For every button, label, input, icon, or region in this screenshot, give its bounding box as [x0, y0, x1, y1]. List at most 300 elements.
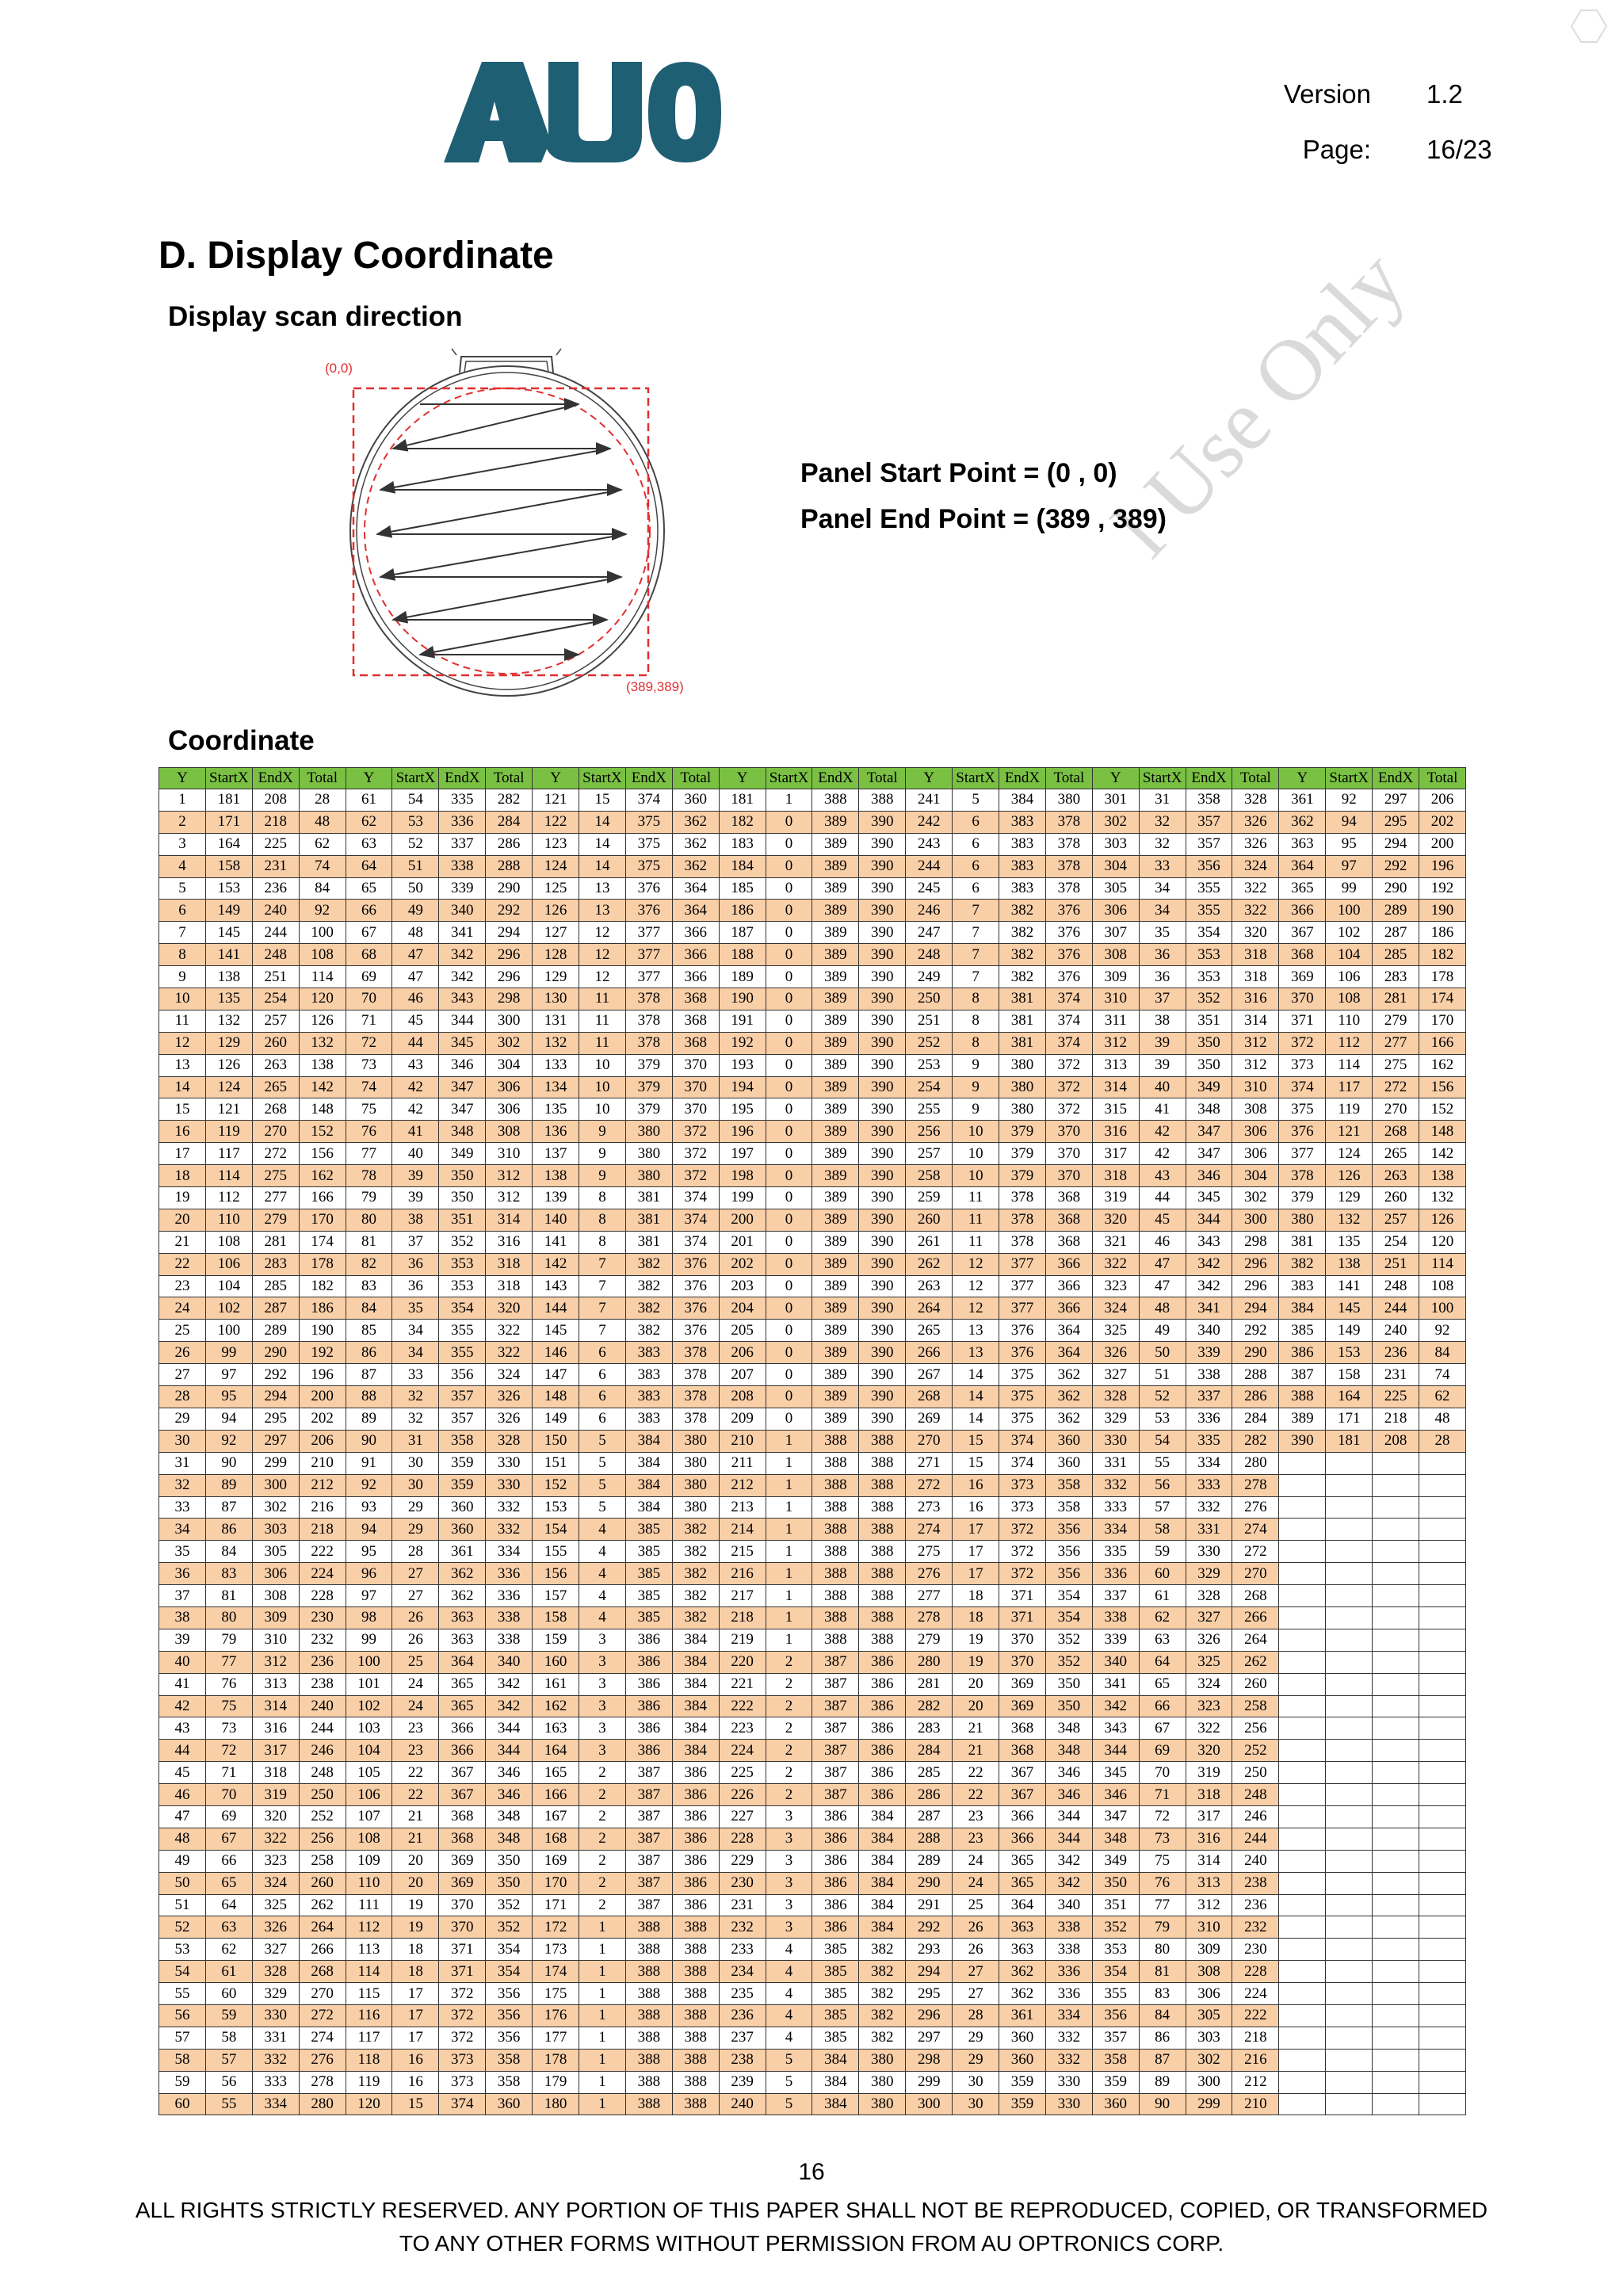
table-cell: 346 [1045, 1784, 1092, 1806]
table-cell: 297 [906, 2027, 953, 2049]
table-cell: 36 [1139, 944, 1186, 966]
table-cell: 281 [906, 1673, 953, 1695]
table-cell: 364 [1279, 855, 1326, 877]
table-cell: 326 [1092, 1342, 1139, 1364]
table-cell: 367 [1279, 922, 1326, 944]
table-cell: 60 [159, 2093, 206, 2115]
table-cell: 388 [859, 1519, 906, 1541]
table-cell: 124 [205, 1076, 252, 1098]
table-cell: 129 [1326, 1187, 1373, 1209]
table-cell [1326, 1629, 1373, 1651]
table-cell: 330 [1092, 1430, 1139, 1452]
table-cell: 356 [439, 1364, 486, 1386]
table-cell: 380 [625, 1143, 672, 1165]
table-cell: 120 [346, 2093, 392, 2115]
table-cell: 285 [906, 1762, 953, 1784]
table-cell: 313 [1186, 1872, 1232, 1894]
page-number: 16 [798, 2159, 825, 2185]
table-cell: 174 [299, 1231, 346, 1253]
table-cell: 380 [859, 2071, 906, 2093]
table-cell: 1 [766, 789, 812, 812]
table-cell: 338 [1186, 1364, 1232, 1386]
table-cell: 0 [766, 900, 812, 922]
table-cell: 342 [1092, 1695, 1139, 1717]
table-cell: 46 [1139, 1231, 1186, 1253]
table-cell: 1 [766, 1496, 812, 1519]
table-cell: 378 [999, 1187, 1046, 1209]
table-cell: 390 [859, 1165, 906, 1187]
table-cell: 280 [299, 2093, 346, 2115]
table-cell: 5 [579, 1474, 626, 1496]
table-cell [1373, 1474, 1419, 1496]
table-cell: 53 [1139, 1408, 1186, 1430]
table-cell: 330 [486, 1474, 533, 1496]
table-cell: 358 [1186, 789, 1232, 812]
table-cell: 330 [252, 2004, 299, 2027]
table-cell: 288 [906, 1828, 953, 1850]
table-cell: 388 [812, 1563, 859, 1585]
table-cell: 39 [392, 1165, 439, 1187]
table-cell: 23 [953, 1828, 999, 1850]
table-cell: 108 [1419, 1275, 1466, 1297]
table-cell: 354 [439, 1297, 486, 1320]
table-cell: 388 [812, 1496, 859, 1519]
table-cell: 103 [346, 1717, 392, 1740]
table-cell: 390 [1279, 1430, 1326, 1452]
table-cell [1419, 1894, 1466, 1916]
table-cell: 390 [859, 966, 906, 988]
table-cell: 306 [486, 1098, 533, 1121]
table-cell: 390 [859, 1342, 906, 1364]
table-cell: 30 [392, 1474, 439, 1496]
table-cell: 170 [1419, 1010, 1466, 1032]
table-cell: 390 [859, 1032, 906, 1054]
table-cell: 386 [625, 1673, 672, 1695]
table-cell: 15 [953, 1452, 999, 1474]
table-cell: 1 [766, 1474, 812, 1496]
table-cell: 80 [346, 1209, 392, 1231]
table-cell: 14 [579, 833, 626, 855]
table-cell: 44 [159, 1740, 206, 1762]
table-cell: 200 [719, 1209, 766, 1231]
table-cell: 108 [1326, 988, 1373, 1010]
column-header: EndX [812, 768, 859, 789]
table-cell [1373, 2093, 1419, 2115]
table-cell: 137 [533, 1143, 579, 1165]
table-cell: 389 [812, 1297, 859, 1320]
table-cell: 180 [533, 2093, 579, 2115]
table-cell: 138 [299, 1054, 346, 1076]
table-cell: 278 [1232, 1474, 1279, 1496]
table-row [159, 966, 1466, 988]
table-cell: 332 [486, 1519, 533, 1541]
table-cell: 354 [1045, 1585, 1092, 1607]
table-cell: 360 [439, 1496, 486, 1519]
table-cell: 352 [1045, 1651, 1092, 1673]
table-cell: 371 [439, 1939, 486, 1961]
table-cell: 84 [205, 1541, 252, 1563]
table-cell [1326, 2027, 1373, 2049]
table-cell: 12 [953, 1297, 999, 1320]
table-cell: 152 [1419, 1098, 1466, 1121]
table-cell: 386 [625, 1695, 672, 1717]
table-cell: 275 [1373, 1054, 1419, 1076]
table-cell: 306 [486, 1076, 533, 1098]
table-cell: 352 [1092, 1916, 1139, 1939]
table-cell: 347 [439, 1076, 486, 1098]
table-cell [1326, 1828, 1373, 1850]
table-cell: 318 [486, 1253, 533, 1275]
table-cell: 296 [486, 966, 533, 988]
table-cell: 386 [672, 1762, 719, 1784]
table-cell: 314 [1186, 1850, 1232, 1872]
table-cell: 386 [625, 1629, 672, 1651]
table-cell: 336 [1092, 1563, 1139, 1585]
table-cell: 41 [392, 1121, 439, 1143]
table-cell: 378 [999, 1209, 1046, 1231]
table-cell: 383 [999, 833, 1046, 855]
table-cell: 246 [906, 900, 953, 922]
table-cell: 0 [766, 1121, 812, 1143]
table-cell: 292 [486, 900, 533, 922]
table-cell: 327 [1092, 1364, 1139, 1386]
table-cell: 6 [579, 1386, 626, 1408]
table-cell: 251 [906, 1010, 953, 1032]
table-cell: 178 [299, 1253, 346, 1275]
table-cell: 328 [252, 1961, 299, 1983]
table-cell: 104 [205, 1275, 252, 1297]
table-cell: 120 [299, 988, 346, 1010]
table-cell: 231 [252, 855, 299, 877]
table-cell: 376 [1045, 944, 1092, 966]
table-cell: 143 [533, 1275, 579, 1297]
table-cell: 337 [1092, 1585, 1139, 1607]
table-cell: 256 [299, 1828, 346, 1850]
table-cell [1279, 2027, 1326, 2049]
table-cell: 136 [533, 1121, 579, 1143]
table-cell: 42 [1139, 1143, 1186, 1165]
table-cell: 30 [392, 1452, 439, 1474]
table-cell: 32 [1139, 833, 1186, 855]
table-row [159, 1386, 1466, 1408]
table-cell: 345 [1092, 1762, 1139, 1784]
table-cell: 344 [486, 1740, 533, 1762]
table-cell: 385 [1279, 1320, 1326, 1342]
table-cell: 388 [812, 1606, 859, 1629]
table-cell: 373 [999, 1474, 1046, 1496]
table-cell: 386 [859, 1651, 906, 1673]
table-cell: 74 [346, 1076, 392, 1098]
table-cell: 376 [1279, 1121, 1326, 1143]
table-cell: 301 [1092, 789, 1139, 812]
table-cell [1279, 1784, 1326, 1806]
table-cell: 338 [1092, 1606, 1139, 1629]
table-cell: 382 [999, 922, 1046, 944]
table-cell: 140 [533, 1209, 579, 1231]
table-cell: 7 [953, 900, 999, 922]
table-cell: 351 [1186, 1010, 1232, 1032]
table-cell: 100 [346, 1651, 392, 1673]
table-cell: 266 [299, 1939, 346, 1961]
table-cell: 110 [205, 1209, 252, 1231]
table-row [159, 811, 1466, 833]
table-cell: 376 [672, 1297, 719, 1320]
table-cell: 351 [1092, 1894, 1139, 1916]
table-cell: 0 [766, 1320, 812, 1342]
table-cell: 47 [1139, 1253, 1186, 1275]
table-cell: 260 [1232, 1673, 1279, 1695]
table-cell: 0 [766, 1408, 812, 1430]
table-cell: 106 [205, 1253, 252, 1275]
table-cell: 376 [999, 1320, 1046, 1342]
table-cell: 352 [1186, 988, 1232, 1010]
table-cell [1419, 2004, 1466, 2027]
table-cell: 376 [672, 1253, 719, 1275]
table-cell: 316 [1232, 988, 1279, 1010]
table-cell: 287 [906, 1805, 953, 1828]
table-cell: 2 [766, 1784, 812, 1806]
table-cell: 384 [859, 1916, 906, 1939]
table-cell: 40 [1139, 1076, 1186, 1098]
table-cell: 24 [392, 1695, 439, 1717]
table-cell: 277 [1373, 1032, 1419, 1054]
table-cell: 249 [906, 966, 953, 988]
table-cell: 52 [392, 833, 439, 855]
table-cell: 375 [999, 1386, 1046, 1408]
table-cell: 246 [299, 1740, 346, 1762]
table-cell [1326, 1872, 1373, 1894]
table-cell: 100 [299, 922, 346, 944]
table-cell: 0 [766, 1165, 812, 1187]
table-cell: 368 [1045, 1231, 1092, 1253]
table-cell: 378 [1045, 877, 1092, 900]
table-cell: 372 [672, 1143, 719, 1165]
table-cell: 387 [812, 1673, 859, 1695]
table-cell: 362 [439, 1563, 486, 1585]
table-cell [1373, 1762, 1419, 1784]
table-cell: 348 [1045, 1740, 1092, 1762]
table-cell: 369 [999, 1695, 1046, 1717]
table-cell: 390 [859, 877, 906, 900]
footer-notice [0, 2194, 1623, 2260]
table-cell: 43 [392, 1054, 439, 1076]
table-cell [1279, 1939, 1326, 1961]
table-cell: 238 [719, 2049, 766, 2071]
table-row [159, 1320, 1466, 1342]
table-cell: 374 [1045, 1032, 1092, 1054]
table-cell: 266 [1232, 1606, 1279, 1629]
table-cell: 24 [953, 1872, 999, 1894]
table-cell: 110 [346, 1872, 392, 1894]
table-cell: 390 [859, 1320, 906, 1342]
table-cell: 1 [579, 2027, 626, 2049]
table-cell: 389 [812, 1010, 859, 1032]
table-cell: 13 [953, 1342, 999, 1364]
table-cell: 372 [439, 2004, 486, 2027]
table-cell: 24 [953, 1850, 999, 1872]
table-cell: 86 [346, 1342, 392, 1364]
table-cell: 121 [1326, 1121, 1373, 1143]
table-cell: 32 [392, 1386, 439, 1408]
table-cell: 373 [999, 1496, 1046, 1519]
end-label: (389,389) [626, 679, 684, 694]
table-cell [1419, 2093, 1466, 2115]
table-cell: 369 [1279, 966, 1326, 988]
table-cell: 338 [486, 1629, 533, 1651]
table-cell: 355 [1186, 877, 1232, 900]
table-cell: 36 [1139, 966, 1186, 988]
table-cell: 224 [299, 1563, 346, 1585]
table-cell: 390 [859, 833, 906, 855]
table-cell: 254 [1373, 1231, 1419, 1253]
column-header: EndX [1186, 768, 1232, 789]
table-cell: 294 [486, 922, 533, 944]
table-cell: 0 [766, 1342, 812, 1364]
table-cell: 6 [953, 833, 999, 855]
table-cell [1326, 1563, 1373, 1585]
table-cell: 15 [579, 789, 626, 812]
table-cell: 2 [766, 1740, 812, 1762]
table-cell: 0 [766, 944, 812, 966]
table-cell: 295 [252, 1408, 299, 1430]
table-cell: 387 [625, 1828, 672, 1850]
footer-line-2: TO ANY OTHER FORMS WITHOUT PERMISSION FROM AU OPTRONICS CORP. [399, 2231, 1224, 2256]
table-cell: 342 [1045, 1850, 1092, 1872]
table-cell: 384 [859, 1850, 906, 1872]
table-cell: 350 [486, 1872, 533, 1894]
table-cell: 308 [486, 1121, 533, 1143]
table-cell: 225 [719, 1762, 766, 1784]
table-cell: 390 [859, 944, 906, 966]
table-cell: 39 [1139, 1054, 1186, 1076]
table-cell: 114 [1326, 1054, 1373, 1076]
table-cell: 310 [486, 1143, 533, 1165]
table-cell: 0 [766, 1054, 812, 1076]
table-cell: 132 [299, 1032, 346, 1054]
table-cell: 138 [1326, 1253, 1373, 1275]
table-cell [1419, 1717, 1466, 1740]
table-cell: 90 [205, 1452, 252, 1474]
table-cell: 372 [1279, 1032, 1326, 1054]
table-cell: 14 [579, 855, 626, 877]
table-cell: 336 [486, 1563, 533, 1585]
table-cell: 381 [999, 1010, 1046, 1032]
table-cell: 371 [1279, 1010, 1326, 1032]
table-cell: 356 [1045, 1541, 1092, 1563]
table-cell: 350 [439, 1165, 486, 1187]
table-cell: 113 [346, 1939, 392, 1961]
table-cell: 236 [299, 1651, 346, 1673]
table-cell: 119 [205, 1121, 252, 1143]
table-cell: 306 [1092, 900, 1139, 922]
table-cell: 213 [719, 1496, 766, 1519]
table-cell: 224 [719, 1740, 766, 1762]
table-cell: 230 [1232, 1939, 1279, 1961]
table-cell: 241 [906, 789, 953, 812]
table-cell [1279, 1629, 1326, 1651]
table-cell: 333 [252, 2071, 299, 2093]
table-cell: 26 [159, 1342, 206, 1364]
table-cell: 358 [1092, 2049, 1139, 2071]
table-row [159, 1496, 1466, 1519]
table-cell [1419, 1629, 1466, 1651]
table-cell: 390 [859, 1076, 906, 1098]
table-cell: 22 [392, 1762, 439, 1784]
column-header: EndX [252, 768, 299, 789]
table-cell: 386 [672, 1784, 719, 1806]
table-cell: 310 [252, 1629, 299, 1651]
table-cell [1279, 1872, 1326, 1894]
table-cell [1419, 1606, 1466, 1629]
table-cell: 55 [205, 2093, 252, 2115]
origin-label: (0,0) [325, 361, 353, 376]
table-cell: 13 [579, 877, 626, 900]
table-cell: 386 [812, 1894, 859, 1916]
table-cell: 9 [953, 1098, 999, 1121]
table-cell [1326, 1894, 1373, 1916]
table-cell: 289 [1373, 900, 1419, 922]
table-cell: 3 [579, 1629, 626, 1651]
table-cell: 390 [859, 1187, 906, 1209]
table-cell: 304 [1092, 855, 1139, 877]
table-cell: 379 [625, 1076, 672, 1098]
table-row [159, 1717, 1466, 1740]
table-cell: 25 [159, 1320, 206, 1342]
table-cell: 30 [159, 1430, 206, 1452]
table-cell: 321 [1092, 1231, 1139, 1253]
table-cell: 42 [392, 1076, 439, 1098]
table-row [159, 1916, 1466, 1939]
table-cell: 310 [1092, 988, 1139, 1010]
table-cell: 22 [159, 1253, 206, 1275]
table-cell [1326, 1651, 1373, 1673]
table-cell: 317 [252, 1740, 299, 1762]
table-cell: 275 [252, 1165, 299, 1187]
table-cell: 389 [812, 1231, 859, 1253]
table-cell: 44 [392, 1032, 439, 1054]
table-cell: 62 [346, 811, 392, 833]
table-cell: 55 [159, 1983, 206, 2005]
table-cell: 269 [906, 1408, 953, 1430]
table-cell [1373, 1828, 1419, 1850]
table-cell: 13 [159, 1054, 206, 1076]
table-cell: 227 [719, 1805, 766, 1828]
table-cell: 181 [205, 789, 252, 812]
table-cell: 100 [1326, 900, 1373, 922]
table-cell: 102 [205, 1297, 252, 1320]
table-cell: 362 [999, 1961, 1046, 1983]
table-cell: 50 [159, 1872, 206, 1894]
table-cell: 51 [159, 1894, 206, 1916]
table-cell: 72 [1139, 1805, 1186, 1828]
table-cell: 380 [1045, 789, 1092, 812]
table-cell: 59 [1139, 1541, 1186, 1563]
table-cell: 248 [1373, 1275, 1419, 1297]
table-cell: 340 [486, 1651, 533, 1673]
table-cell: 360 [672, 789, 719, 812]
table-cell: 58 [159, 2049, 206, 2071]
table-cell: 4 [766, 2027, 812, 2049]
table-cell: 258 [906, 1165, 953, 1187]
table-cell [1419, 1541, 1466, 1563]
table-cell: 20 [392, 1872, 439, 1894]
table-cell [1279, 2093, 1326, 2115]
table-cell: 135 [533, 1098, 579, 1121]
table-cell: 28 [159, 1386, 206, 1408]
table-cell: 17 [392, 2027, 439, 2049]
table-cell: 62 [205, 1939, 252, 1961]
table-cell: 262 [1232, 1651, 1279, 1673]
